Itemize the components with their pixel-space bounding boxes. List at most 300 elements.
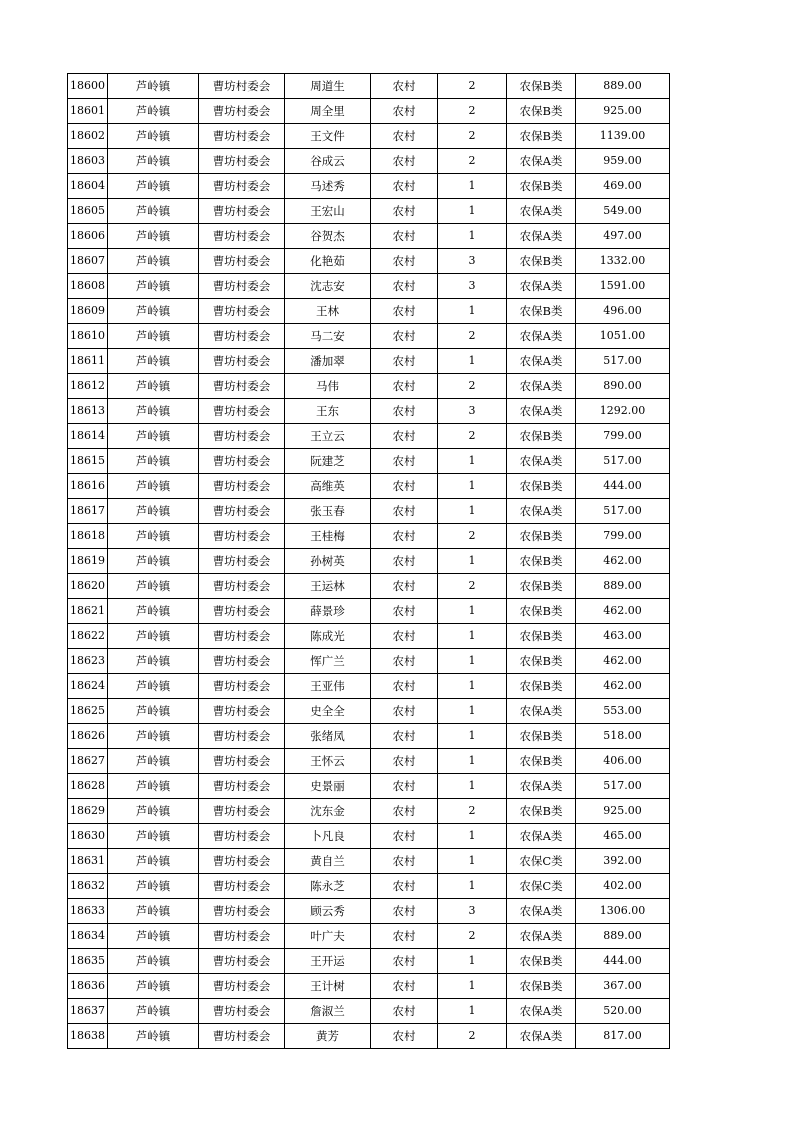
amount-cell: 889.00	[576, 924, 670, 949]
town-cell: 芦岭镇	[108, 774, 199, 799]
amount-cell: 959.00	[576, 149, 670, 174]
persons-count-cell: 1	[438, 624, 507, 649]
insurance-class-cell: 农保A类	[507, 774, 576, 799]
name-cell: 化艳茹	[285, 249, 371, 274]
name-cell: 张玉春	[285, 499, 371, 524]
name-cell: 陈成光	[285, 624, 371, 649]
town-cell: 芦岭镇	[108, 474, 199, 499]
insurance-class-cell: 农保B类	[507, 524, 576, 549]
table-row	[68, 474, 670, 499]
household-type-cell: 农村	[371, 524, 438, 549]
name-cell: 王计树	[285, 974, 371, 999]
town-cell: 芦岭镇	[108, 824, 199, 849]
village-committee-cell: 曹坊村委会	[199, 224, 285, 249]
amount-cell: 890.00	[576, 374, 670, 399]
amount-cell: 518.00	[576, 724, 670, 749]
persons-count-cell: 3	[438, 249, 507, 274]
insurance-class-cell: 农保A类	[507, 199, 576, 224]
insurance-class-cell: 农保B类	[507, 474, 576, 499]
amount-cell: 517.00	[576, 499, 670, 524]
amount-cell: 463.00	[576, 624, 670, 649]
table-row	[68, 749, 670, 774]
insurance-class-cell: 农保A类	[507, 1024, 576, 1049]
row-number: 18621	[68, 599, 108, 624]
household-type-cell: 农村	[371, 599, 438, 624]
insurance-class-cell: 农保B类	[507, 249, 576, 274]
persons-count-cell: 3	[438, 399, 507, 424]
name-cell: 周道生	[285, 74, 371, 99]
persons-count-cell: 1	[438, 599, 507, 624]
table-row	[68, 399, 670, 424]
name-cell: 黄自兰	[285, 849, 371, 874]
table-row	[68, 549, 670, 574]
insurance-class-cell: 农保A类	[507, 899, 576, 924]
amount-cell: 517.00	[576, 449, 670, 474]
insurance-class-cell: 农保B类	[507, 424, 576, 449]
amount-cell: 469.00	[576, 174, 670, 199]
table-row	[68, 1024, 670, 1049]
name-cell: 高维英	[285, 474, 371, 499]
town-cell: 芦岭镇	[108, 499, 199, 524]
table-row	[68, 899, 670, 924]
household-type-cell: 农村	[371, 824, 438, 849]
table-row	[68, 174, 670, 199]
amount-cell: 517.00	[576, 774, 670, 799]
row-number: 18606	[68, 224, 108, 249]
amount-cell: 392.00	[576, 849, 670, 874]
amount-cell: 520.00	[576, 999, 670, 1024]
village-committee-cell: 曹坊村委会	[199, 249, 285, 274]
household-type-cell: 农村	[371, 474, 438, 499]
village-committee-cell: 曹坊村委会	[199, 74, 285, 99]
table-row	[68, 124, 670, 149]
row-number: 18607	[68, 249, 108, 274]
village-committee-cell: 曹坊村委会	[199, 599, 285, 624]
insurance-class-cell: 农保B类	[507, 299, 576, 324]
amount-cell: 462.00	[576, 649, 670, 674]
name-cell: 薛景珍	[285, 599, 371, 624]
amount-cell: 1332.00	[576, 249, 670, 274]
name-cell: 恽广兰	[285, 649, 371, 674]
amount-cell: 367.00	[576, 974, 670, 999]
village-committee-cell: 曹坊村委会	[199, 449, 285, 474]
town-cell: 芦岭镇	[108, 674, 199, 699]
name-cell: 王文件	[285, 124, 371, 149]
table-row	[68, 974, 670, 999]
village-committee-cell: 曹坊村委会	[199, 549, 285, 574]
town-cell: 芦岭镇	[108, 299, 199, 324]
persons-count-cell: 1	[438, 774, 507, 799]
row-number: 18610	[68, 324, 108, 349]
table-row	[68, 499, 670, 524]
household-type-cell: 农村	[371, 249, 438, 274]
row-number: 18601	[68, 99, 108, 124]
insurance-class-cell: 农保B类	[507, 74, 576, 99]
name-cell: 王运林	[285, 574, 371, 599]
household-type-cell: 农村	[371, 749, 438, 774]
row-number: 18604	[68, 174, 108, 199]
records-table-body	[68, 74, 670, 1049]
village-committee-cell: 曹坊村委会	[199, 174, 285, 199]
household-type-cell: 农村	[371, 324, 438, 349]
name-cell: 陈永芝	[285, 874, 371, 899]
row-number: 18616	[68, 474, 108, 499]
table-row	[68, 774, 670, 799]
persons-count-cell: 2	[438, 99, 507, 124]
row-number: 18614	[68, 424, 108, 449]
village-committee-cell: 曹坊村委会	[199, 749, 285, 774]
name-cell: 马二安	[285, 324, 371, 349]
household-type-cell: 农村	[371, 499, 438, 524]
persons-count-cell: 2	[438, 74, 507, 99]
town-cell: 芦岭镇	[108, 949, 199, 974]
village-committee-cell: 曹坊村委会	[199, 199, 285, 224]
persons-count-cell: 1	[438, 724, 507, 749]
row-number: 18627	[68, 749, 108, 774]
row-number: 18600	[68, 74, 108, 99]
insurance-class-cell: 农保A类	[507, 349, 576, 374]
table-row	[68, 299, 670, 324]
row-number: 18611	[68, 349, 108, 374]
amount-cell: 799.00	[576, 424, 670, 449]
household-type-cell: 农村	[371, 724, 438, 749]
town-cell: 芦岭镇	[108, 324, 199, 349]
household-type-cell: 农村	[371, 1024, 438, 1049]
town-cell: 芦岭镇	[108, 174, 199, 199]
row-number: 18618	[68, 524, 108, 549]
name-cell: 谷贺杰	[285, 224, 371, 249]
town-cell: 芦岭镇	[108, 724, 199, 749]
table-row	[68, 424, 670, 449]
town-cell: 芦岭镇	[108, 374, 199, 399]
table-row	[68, 724, 670, 749]
amount-cell: 553.00	[576, 699, 670, 724]
name-cell: 王东	[285, 399, 371, 424]
table-row	[68, 449, 670, 474]
table-row	[68, 224, 670, 249]
town-cell: 芦岭镇	[108, 524, 199, 549]
amount-cell: 1139.00	[576, 124, 670, 149]
village-committee-cell: 曹坊村委会	[199, 899, 285, 924]
insurance-class-cell: 农保A类	[507, 824, 576, 849]
persons-count-cell: 3	[438, 274, 507, 299]
row-number: 18632	[68, 874, 108, 899]
row-number: 18615	[68, 449, 108, 474]
persons-count-cell: 1	[438, 999, 507, 1024]
row-number: 18624	[68, 674, 108, 699]
household-type-cell: 农村	[371, 449, 438, 474]
amount-cell: 889.00	[576, 74, 670, 99]
table-row	[68, 524, 670, 549]
name-cell: 沈志安	[285, 274, 371, 299]
persons-count-cell: 2	[438, 924, 507, 949]
amount-cell: 889.00	[576, 574, 670, 599]
amount-cell: 1051.00	[576, 324, 670, 349]
household-type-cell: 农村	[371, 74, 438, 99]
village-committee-cell: 曹坊村委会	[199, 274, 285, 299]
insurance-class-cell: 农保A类	[507, 399, 576, 424]
amount-cell: 444.00	[576, 949, 670, 974]
village-committee-cell: 曹坊村委会	[199, 349, 285, 374]
insurance-class-cell: 农保A类	[507, 374, 576, 399]
table-row	[68, 824, 670, 849]
persons-count-cell: 1	[438, 449, 507, 474]
village-committee-cell: 曹坊村委会	[199, 649, 285, 674]
insurance-class-cell: 农保B类	[507, 724, 576, 749]
name-cell: 周全里	[285, 99, 371, 124]
town-cell: 芦岭镇	[108, 999, 199, 1024]
amount-cell: 462.00	[576, 674, 670, 699]
persons-count-cell: 2	[438, 524, 507, 549]
name-cell: 王宏山	[285, 199, 371, 224]
insurance-class-cell: 农保C类	[507, 849, 576, 874]
insurance-class-cell: 农保B类	[507, 99, 576, 124]
town-cell: 芦岭镇	[108, 99, 199, 124]
amount-cell: 497.00	[576, 224, 670, 249]
row-number: 18602	[68, 124, 108, 149]
household-type-cell: 农村	[371, 399, 438, 424]
amount-cell: 549.00	[576, 199, 670, 224]
amount-cell: 799.00	[576, 524, 670, 549]
amount-cell: 517.00	[576, 349, 670, 374]
village-committee-cell: 曹坊村委会	[199, 324, 285, 349]
village-committee-cell: 曹坊村委会	[199, 374, 285, 399]
town-cell: 芦岭镇	[108, 549, 199, 574]
name-cell: 沈东金	[285, 799, 371, 824]
town-cell: 芦岭镇	[108, 974, 199, 999]
row-number: 18603	[68, 149, 108, 174]
village-committee-cell: 曹坊村委会	[199, 974, 285, 999]
town-cell: 芦岭镇	[108, 449, 199, 474]
name-cell: 王怀云	[285, 749, 371, 774]
insurance-class-cell: 农保B类	[507, 974, 576, 999]
household-type-cell: 农村	[371, 699, 438, 724]
household-type-cell: 农村	[371, 424, 438, 449]
name-cell: 马伟	[285, 374, 371, 399]
household-type-cell: 农村	[371, 149, 438, 174]
row-number: 18633	[68, 899, 108, 924]
table-row	[68, 324, 670, 349]
name-cell: 史景丽	[285, 774, 371, 799]
amount-cell: 465.00	[576, 824, 670, 849]
household-type-cell: 农村	[371, 849, 438, 874]
amount-cell: 1306.00	[576, 899, 670, 924]
insurance-class-cell: 农保A类	[507, 149, 576, 174]
persons-count-cell: 1	[438, 824, 507, 849]
insurance-class-cell: 农保B类	[507, 674, 576, 699]
insurance-class-cell: 农保A类	[507, 449, 576, 474]
village-committee-cell: 曹坊村委会	[199, 499, 285, 524]
household-type-cell: 农村	[371, 174, 438, 199]
records-table	[67, 73, 670, 1049]
persons-count-cell: 1	[438, 974, 507, 999]
persons-count-cell: 2	[438, 424, 507, 449]
village-committee-cell: 曹坊村委会	[199, 624, 285, 649]
persons-count-cell: 2	[438, 1024, 507, 1049]
village-committee-cell: 曹坊村委会	[199, 399, 285, 424]
persons-count-cell: 2	[438, 799, 507, 824]
table-row	[68, 199, 670, 224]
persons-count-cell: 1	[438, 674, 507, 699]
persons-count-cell: 1	[438, 949, 507, 974]
table-row	[68, 699, 670, 724]
name-cell: 阮建芝	[285, 449, 371, 474]
table-row	[68, 249, 670, 274]
insurance-class-cell: 农保A类	[507, 274, 576, 299]
persons-count-cell: 3	[438, 899, 507, 924]
village-committee-cell: 曹坊村委会	[199, 524, 285, 549]
name-cell: 马述秀	[285, 174, 371, 199]
village-committee-cell: 曹坊村委会	[199, 874, 285, 899]
insurance-class-cell: 农保B类	[507, 124, 576, 149]
row-number: 18609	[68, 299, 108, 324]
name-cell: 王亚伟	[285, 674, 371, 699]
amount-cell: 1591.00	[576, 274, 670, 299]
household-type-cell: 农村	[371, 549, 438, 574]
village-committee-cell: 曹坊村委会	[199, 999, 285, 1024]
household-type-cell: 农村	[371, 624, 438, 649]
row-number: 18608	[68, 274, 108, 299]
town-cell: 芦岭镇	[108, 924, 199, 949]
row-number: 18635	[68, 949, 108, 974]
row-number: 18622	[68, 624, 108, 649]
amount-cell: 406.00	[576, 749, 670, 774]
name-cell: 潘加翠	[285, 349, 371, 374]
village-committee-cell: 曹坊村委会	[199, 799, 285, 824]
village-committee-cell: 曹坊村委会	[199, 824, 285, 849]
persons-count-cell: 1	[438, 174, 507, 199]
name-cell: 史全全	[285, 699, 371, 724]
insurance-class-cell: 农保A类	[507, 924, 576, 949]
row-number: 18628	[68, 774, 108, 799]
village-committee-cell: 曹坊村委会	[199, 424, 285, 449]
name-cell: 叶广夫	[285, 924, 371, 949]
household-type-cell: 农村	[371, 124, 438, 149]
name-cell: 张绪凤	[285, 724, 371, 749]
insurance-class-cell: 农保A类	[507, 699, 576, 724]
name-cell: 王桂梅	[285, 524, 371, 549]
persons-count-cell: 1	[438, 874, 507, 899]
insurance-class-cell: 农保A类	[507, 324, 576, 349]
household-type-cell: 农村	[371, 374, 438, 399]
table-row	[68, 574, 670, 599]
name-cell: 孙树英	[285, 549, 371, 574]
name-cell: 黄芳	[285, 1024, 371, 1049]
row-number: 18634	[68, 924, 108, 949]
amount-cell: 496.00	[576, 299, 670, 324]
table-row	[68, 74, 670, 99]
table-row	[68, 99, 670, 124]
household-type-cell: 农村	[371, 974, 438, 999]
row-number: 18638	[68, 1024, 108, 1049]
insurance-class-cell: 农保C类	[507, 874, 576, 899]
insurance-class-cell: 农保B类	[507, 649, 576, 674]
table-row	[68, 374, 670, 399]
village-committee-cell: 曹坊村委会	[199, 124, 285, 149]
insurance-class-cell: 农保A类	[507, 499, 576, 524]
household-type-cell: 农村	[371, 99, 438, 124]
row-number: 18629	[68, 799, 108, 824]
insurance-class-cell: 农保A类	[507, 224, 576, 249]
insurance-class-cell: 农保A类	[507, 999, 576, 1024]
row-number: 18613	[68, 399, 108, 424]
persons-count-cell: 1	[438, 749, 507, 774]
village-committee-cell: 曹坊村委会	[199, 574, 285, 599]
insurance-class-cell: 农保B类	[507, 549, 576, 574]
town-cell: 芦岭镇	[108, 224, 199, 249]
row-number: 18623	[68, 649, 108, 674]
table-row	[68, 599, 670, 624]
town-cell: 芦岭镇	[108, 199, 199, 224]
insurance-class-cell: 农保B类	[507, 624, 576, 649]
household-type-cell: 农村	[371, 999, 438, 1024]
table-row	[68, 349, 670, 374]
persons-count-cell: 1	[438, 474, 507, 499]
town-cell: 芦岭镇	[108, 399, 199, 424]
household-type-cell: 农村	[371, 924, 438, 949]
town-cell: 芦岭镇	[108, 749, 199, 774]
persons-count-cell: 1	[438, 649, 507, 674]
village-committee-cell: 曹坊村委会	[199, 1024, 285, 1049]
persons-count-cell: 1	[438, 549, 507, 574]
row-number: 18620	[68, 574, 108, 599]
table-row	[68, 674, 670, 699]
amount-cell: 462.00	[576, 599, 670, 624]
name-cell: 詹淑兰	[285, 999, 371, 1024]
table-row	[68, 799, 670, 824]
village-committee-cell: 曹坊村委会	[199, 149, 285, 174]
table-row	[68, 649, 670, 674]
town-cell: 芦岭镇	[108, 649, 199, 674]
village-committee-cell: 曹坊村委会	[199, 99, 285, 124]
amount-cell: 462.00	[576, 549, 670, 574]
persons-count-cell: 1	[438, 199, 507, 224]
village-committee-cell: 曹坊村委会	[199, 299, 285, 324]
table-row	[68, 924, 670, 949]
town-cell: 芦岭镇	[108, 424, 199, 449]
row-number: 18619	[68, 549, 108, 574]
household-type-cell: 农村	[371, 899, 438, 924]
row-number: 18625	[68, 699, 108, 724]
table-row	[68, 849, 670, 874]
amount-cell: 402.00	[576, 874, 670, 899]
persons-count-cell: 2	[438, 149, 507, 174]
village-committee-cell: 曹坊村委会	[199, 849, 285, 874]
amount-cell: 925.00	[576, 799, 670, 824]
amount-cell: 444.00	[576, 474, 670, 499]
table-row	[68, 149, 670, 174]
town-cell: 芦岭镇	[108, 699, 199, 724]
table-row	[68, 949, 670, 974]
insurance-class-cell: 农保B类	[507, 749, 576, 774]
town-cell: 芦岭镇	[108, 274, 199, 299]
village-committee-cell: 曹坊村委会	[199, 774, 285, 799]
town-cell: 芦岭镇	[108, 849, 199, 874]
persons-count-cell: 1	[438, 849, 507, 874]
household-type-cell: 农村	[371, 274, 438, 299]
household-type-cell: 农村	[371, 649, 438, 674]
persons-count-cell: 2	[438, 124, 507, 149]
household-type-cell: 农村	[371, 299, 438, 324]
row-number: 18626	[68, 724, 108, 749]
town-cell: 芦岭镇	[108, 124, 199, 149]
amount-cell: 817.00	[576, 1024, 670, 1049]
persons-count-cell: 1	[438, 349, 507, 374]
household-type-cell: 农村	[371, 774, 438, 799]
name-cell: 王开运	[285, 949, 371, 974]
household-type-cell: 农村	[371, 349, 438, 374]
persons-count-cell: 1	[438, 699, 507, 724]
